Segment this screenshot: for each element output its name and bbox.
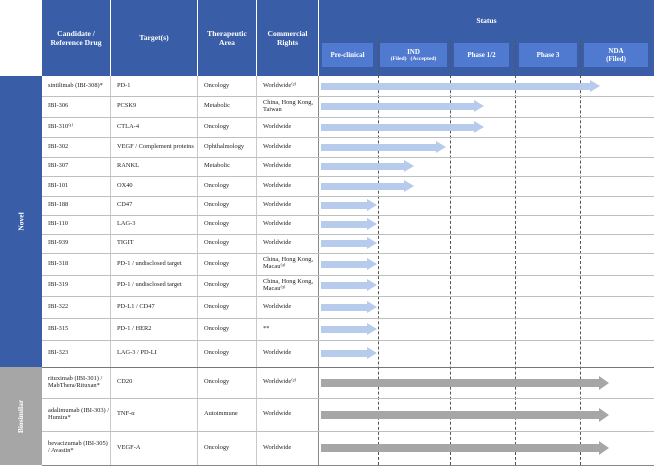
- rights-cell: Worldwide: [263, 142, 292, 150]
- rights-cell: Worldwide: [263, 239, 292, 247]
- progress-arrow: [321, 408, 609, 422]
- candidate-cell: IBI-318: [48, 259, 69, 267]
- target-cell: PD-1 / HER2: [117, 324, 152, 332]
- candidate-cell: IBI-302: [48, 142, 69, 150]
- table-row: [42, 196, 318, 215]
- stage-nda: [584, 43, 648, 67]
- progress-arrow: [321, 237, 377, 250]
- rights-cell: Worldwide: [263, 443, 292, 451]
- row-separator: [42, 137, 654, 138]
- table-row: [42, 398, 318, 431]
- table-row: [42, 117, 318, 137]
- group-novel: [0, 76, 42, 367]
- candidate-cell: IBI-188: [48, 201, 69, 209]
- rights-cell: Worldwide: [263, 181, 292, 189]
- group-biosimilar: [0, 367, 42, 465]
- table-row: [42, 318, 318, 340]
- progress-arrow: [321, 323, 377, 336]
- progress-arrow: [321, 441, 609, 455]
- row-separator: [42, 96, 654, 97]
- target-cell: PD-1 / undisclosed target: [117, 281, 182, 289]
- table-row: [42, 96, 318, 117]
- target-cell: CD47: [117, 201, 133, 209]
- rights-cell: Worldwide: [263, 162, 292, 170]
- candidate-cell: IBI-310⁽¹⁾: [48, 122, 74, 130]
- progress-arrow: [321, 301, 377, 314]
- progress-arrow: [321, 376, 609, 390]
- stage-preclinical: [322, 43, 373, 67]
- candidate-cell: IBI-307: [48, 162, 69, 170]
- stage-phase12: [454, 43, 509, 67]
- area-cell: Autoimmune: [204, 410, 238, 418]
- rights-cell: Worldwide: [263, 122, 292, 130]
- stage-preclinical-label: Pre-clinical: [330, 50, 365, 59]
- rights-cell: Worldwide: [263, 220, 292, 228]
- area-cell: Oncology: [204, 378, 230, 386]
- header-commercial-rights: Commercial Rights: [257, 0, 318, 76]
- progress-arrow: [321, 279, 377, 292]
- progress-arrow: [321, 121, 484, 134]
- rights-cell: Worldwide: [263, 302, 292, 310]
- target-cell: PD-1 / undisclosed target: [117, 259, 182, 267]
- table-row: [42, 215, 318, 234]
- stage-ind-label: IND: [407, 47, 420, 56]
- target-cell: PCSK9: [117, 102, 137, 110]
- area-cell: Oncology: [204, 201, 230, 209]
- row-separator: [42, 296, 654, 297]
- stage-phase3: [519, 43, 577, 67]
- rights-cell: China, Hong Kong, Macau⁽³⁾: [263, 277, 314, 292]
- area-cell: Oncology: [204, 81, 230, 89]
- table-row: [42, 296, 318, 318]
- header-status: Status: [319, 0, 654, 76]
- progress-arrow: [321, 160, 414, 173]
- row-separator: [42, 340, 654, 341]
- progress-arrow: [321, 199, 377, 212]
- candidate-cell: adalimumab (IBI-303) / Humira*: [48, 406, 110, 421]
- col-divider: [197, 76, 198, 465]
- progress-arrow: [321, 100, 484, 113]
- stage-nda-filed: (Filed): [606, 55, 626, 63]
- target-cell: CD20: [117, 378, 133, 386]
- target-cell: LAG-3 / PD-LI: [117, 349, 157, 357]
- target-cell: LAG-3: [117, 220, 136, 228]
- target-cell: VEGF-A: [117, 443, 141, 451]
- table-row: [42, 76, 318, 96]
- progress-arrow: [321, 347, 377, 360]
- table-row: [42, 253, 318, 275]
- target-cell: PD-1: [117, 81, 131, 89]
- row-separator: [42, 431, 654, 432]
- candidate-cell: sintilimab (IBI-308)*: [48, 81, 103, 89]
- area-cell: Oncology: [204, 443, 230, 451]
- target-cell: TNF-α: [117, 410, 135, 418]
- table-row: [42, 137, 318, 157]
- target-cell: RANKL: [117, 162, 140, 170]
- table-row: [42, 157, 318, 176]
- candidate-cell: IBI-322: [48, 302, 69, 310]
- table-row: [42, 367, 318, 398]
- candidate-cell: IBI-939: [48, 239, 69, 247]
- area-cell: Oncology: [204, 181, 230, 189]
- candidate-cell: bevacizumab (IBI-305) / Avastin*: [48, 440, 108, 454]
- candidate-cell: rituximab (IBI-301) / MabThera/Rituxan*: [48, 374, 103, 389]
- group-biosimilar-label: Biosimilar: [16, 399, 26, 433]
- table-row: [42, 340, 318, 367]
- rights-cell: Worldwide: [263, 201, 292, 209]
- rights-cell: Worldwide: [263, 349, 292, 357]
- rights-cell: Worldwide: [263, 410, 292, 418]
- target-cell: VEGF / Complement proteins: [117, 142, 194, 150]
- row-separator: [42, 234, 654, 235]
- stage-nda-label: NDA: [608, 46, 624, 55]
- target-cell: TIGIT: [117, 239, 134, 247]
- target-cell: PD-L1 / CD47: [117, 302, 155, 310]
- candidate-cell: IBI-323: [48, 349, 69, 357]
- row-separator: [42, 253, 654, 254]
- area-cell: Metabolic: [204, 102, 230, 110]
- area-cell: Oncology: [204, 220, 230, 228]
- col-divider: [256, 76, 257, 465]
- candidate-cell: IBI-319: [48, 281, 69, 289]
- area-cell: Oncology: [204, 122, 230, 130]
- progress-arrow: [321, 141, 446, 154]
- col-divider: [110, 76, 111, 465]
- row-separator: [42, 275, 654, 276]
- col-divider: [318, 76, 319, 465]
- header-candidate: Candidate / Reference Drug: [42, 0, 110, 76]
- area-cell: Oncology: [204, 259, 230, 267]
- row-separator: [42, 176, 654, 177]
- row-separator: [42, 117, 654, 118]
- candidate-cell: IBI-315: [48, 324, 69, 332]
- candidate-cell: IBI-101: [48, 181, 69, 189]
- table-row: [42, 431, 318, 465]
- header-therapeutic-area: Therapeutic Area: [198, 0, 256, 76]
- row-separator: [42, 367, 654, 368]
- area-cell: Metabolic: [204, 162, 230, 170]
- progress-arrow: [321, 258, 377, 271]
- stage-ind-filed: (Filed): [390, 55, 407, 62]
- area-cell: Oncology: [204, 349, 230, 357]
- progress-arrow: [321, 218, 377, 231]
- rights-cell: China, Hong Kong, Taiwan: [263, 98, 314, 113]
- candidate-cell: IBI-306: [48, 102, 69, 110]
- group-novel-label: Novel: [16, 212, 26, 231]
- rights-cell: Worldwide⁽²⁾: [263, 378, 297, 386]
- row-separator: [42, 215, 654, 216]
- candidate-cell: IBI-110: [48, 220, 68, 228]
- area-cell: Ophthalmology: [204, 142, 245, 150]
- area-cell: Oncology: [204, 302, 230, 310]
- stage-ind-accepted: (Accepted): [410, 55, 437, 62]
- stage-phase3-label: Phase 3: [536, 50, 560, 59]
- row-separator: [42, 318, 654, 319]
- target-cell: CTLA-4: [117, 122, 140, 130]
- table-bottom: [42, 465, 654, 466]
- progress-arrow: [321, 180, 414, 193]
- area-cell: Oncology: [204, 324, 230, 332]
- stage-phase12-label: Phase 1/2: [467, 50, 496, 59]
- stage-ind: [380, 43, 447, 67]
- row-separator: [42, 398, 654, 399]
- rights-cell: Worldwide⁽²⁾: [263, 81, 297, 89]
- rights-cell: China, Hong Kong, Macau⁽³⁾: [263, 256, 314, 270]
- area-cell: Oncology: [204, 281, 230, 289]
- table-row: [42, 234, 318, 253]
- table-row: [42, 176, 318, 196]
- header-targets: Target(s): [111, 0, 197, 76]
- area-cell: Oncology: [204, 239, 230, 247]
- target-cell: OX40: [117, 181, 133, 189]
- table-row: [42, 275, 318, 296]
- progress-arrow: [321, 80, 600, 93]
- row-separator: [42, 196, 654, 197]
- rights-cell: **: [263, 324, 270, 332]
- row-separator: [42, 157, 654, 158]
